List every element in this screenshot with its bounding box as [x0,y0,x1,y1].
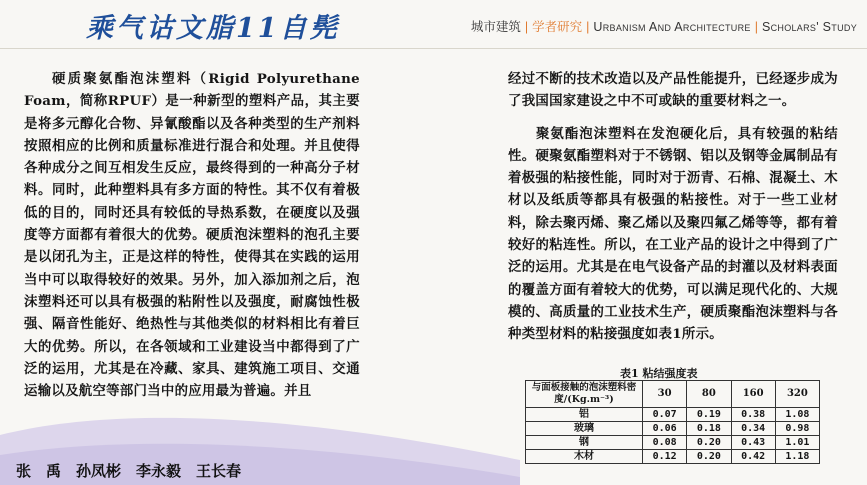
page-header [0,0,867,50]
column-header: 30 [643,381,687,408]
table-cell: 0.18 [687,422,731,436]
bond-strength-table [525,380,820,464]
nav-item-urban-architecture-cn: 城市建筑 [470,20,521,34]
nav-separator: | [754,20,758,34]
right-column [508,68,838,346]
body-paragraph: 硬质聚氨酯泡沫塑料（Rigid Polyurethane Foam，简称RPUF）是一种新型的塑料产品，其主要是将多元醇化合物、异氰酸酯以及各种类型的生产剂料按照相应的比例和质量标准进行混合和处理。并且使得各种成分之间互相发生反应，最终得到的一种高分子材料。同时，此种塑料具有多方面的特性。其不仅有着极低的目的，同时还具有较低的导热系数，在硬度以及强度等方面都有着很大的优势。硬质泡沫塑料的泡孔主要是以闭孔为主，正是这样的特性，使得其在实践的运用当中可以取得较好的效果。另外，加入添加剂之后，泡沫塑料还可以具有极强的粘附性以及强度，耐腐蚀性极强、隔音性能好、绝热性与其他类似的材料相比有着巨大的优势。所以，在各领域和工业建设当中都得到了广泛的运用，尤其是在冷藏、家具、建筑施工项目、交通运输以及航空等部门当中的应用最为普遍。并且 [24,71,360,400]
table-cell: 0.42 [731,450,775,464]
table-cell: 0.38 [731,408,775,422]
table-row [526,450,820,464]
table-cell: 1.08 [775,408,819,422]
nav-separator: | [524,20,529,34]
column-header: 320 [775,381,819,408]
table-row [526,408,820,422]
table-cell: 0.98 [775,422,819,436]
table-cell: 0.20 [687,436,731,450]
table-caption: 表1 粘结强度表 [620,367,698,380]
nav-item-urbanism-architecture: Urbanism And Architecture [593,20,751,34]
nav-item-scholar-research-cn: 学者研究 [532,20,583,34]
table-row [526,422,820,436]
table-cell: 0.34 [731,422,775,436]
table-cell: 0.08 [643,436,687,450]
row-label: 铝 [526,408,643,422]
header-divider [0,48,867,49]
table-cell: 0.43 [731,436,775,450]
row-label: 木材 [526,450,643,464]
table-row [526,436,820,450]
table-cell: 0.12 [643,450,687,464]
left-column [24,68,360,402]
author-names: 张 禹 孙凤彬 李永毅 王长春 [16,462,242,480]
table-cell: 1.01 [775,436,819,450]
nav-separator: | [586,20,590,34]
nav-item-scholars-study: Scholars' Study [761,20,857,34]
row-label: 钢 [526,436,643,450]
table-cell: 0.07 [643,408,687,422]
row-label: 玻璃 [526,422,643,436]
column-header: 80 [687,381,731,408]
journal-logo: 乘气诂文脂11自髡 [86,13,340,44]
body-paragraph: 经过不断的技术改造以及产品性能提升，已经逐步成为了我国国家建设之中不可或缺的重要材料之一。 [508,71,838,110]
table-cell: 0.19 [687,408,731,422]
table-cell: 1.18 [775,450,819,464]
table-header-row [526,381,820,408]
table-corner-label: 与面板接触的泡沫塑料密度/(Kg.m⁻³) [526,381,643,408]
section-nav [471,17,857,35]
body-paragraph: 聚氨酯泡沫塑料在发泡硬化后，具有较强的粘结性。硬聚氨酯塑料对于不锈钢、铝以及钢等金属制品有着极强的粘接性能，同时对于沥青、石棉、混凝土、木材以及纸质等都具有极强的粘接性。对于一些工业材料，除去聚丙烯、聚乙烯以及聚四氟乙烯等等，都有着较好的粘连性。所以，在工业产品的设计之中得到了广泛的运用。尤其是在电气设备产品的封灌以及材料表面的覆盖方面有着较大的优势，可以满足现代化的、大规模的、高质量的工业技术生产，硬质聚酯泡沫塑料与各种类型材料的粘接强度如表1所示。 [508,125,838,343]
column-header: 160 [731,381,775,408]
table-cell: 0.06 [643,422,687,436]
table-cell: 0.20 [687,450,731,464]
